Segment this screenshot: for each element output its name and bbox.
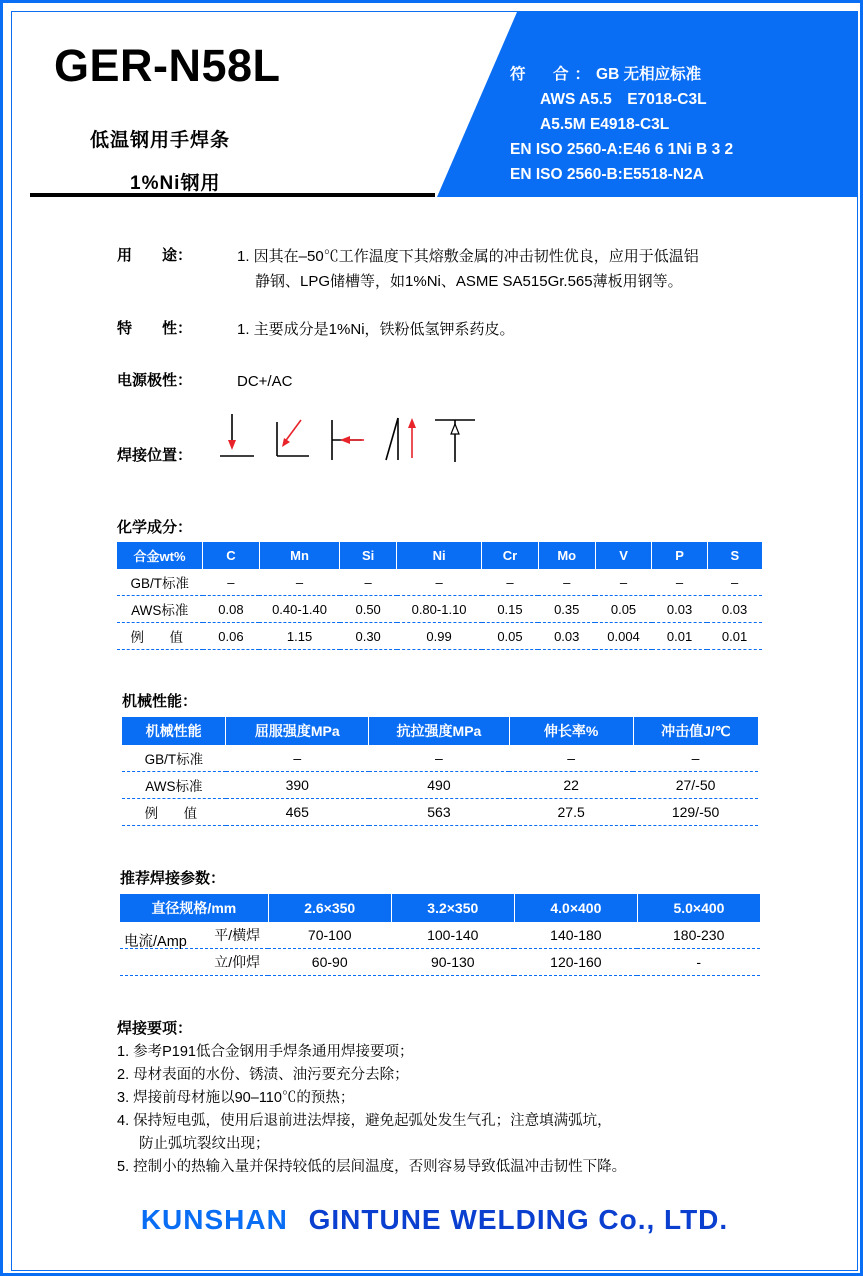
- chem-col-5: Cr: [482, 542, 539, 569]
- chem-col-0: 合金wt%: [117, 542, 203, 569]
- list-item: 2. 母材表面的水份、锈渍、油污要充分去除；: [117, 1067, 409, 1083]
- chem-r0-c2: –: [340, 569, 397, 596]
- chem-r0-c1: –: [259, 569, 340, 596]
- chem-r1-c5: 0.35: [538, 596, 595, 623]
- chem-r1-c8: 0.03: [707, 596, 762, 623]
- mech-r2-c3: 129/-50: [633, 799, 758, 826]
- table-row: [117, 596, 762, 623]
- chem-r0-c7: –: [652, 569, 707, 596]
- chem-col-9: S: [707, 542, 762, 569]
- params-r0-c2: 140-180: [514, 922, 637, 949]
- standards-line-2: A5.5M E4918-C3L: [540, 116, 670, 133]
- mech-r0-c1: –: [369, 745, 509, 772]
- header-underline: [30, 193, 435, 197]
- company-name-part2: GINTUNE WELDING Co., LTD.: [308, 1204, 729, 1235]
- chem-col-4: Ni: [397, 542, 482, 569]
- notes-title: 焊接要项：: [117, 1020, 193, 1037]
- chem-r2-c2: 0.30: [340, 623, 397, 650]
- params-table: [120, 894, 760, 976]
- chem-r0-c0: –: [203, 569, 260, 596]
- params-col-2: 3.2×350: [391, 894, 514, 922]
- mech-col-1: 屈服强度MPa: [226, 717, 369, 745]
- usage-line-0: 1. 因其在–50℃工作温度下其熔敷金属的冲击韧性优良，应用于低温铝: [237, 248, 699, 265]
- mech-row-0-label: GB/T标准: [122, 745, 226, 772]
- chem-col-8: P: [652, 542, 707, 569]
- chem-header-row: [117, 542, 762, 569]
- mech-r0-c2: –: [509, 745, 633, 772]
- product-title: GER-N58L: [54, 40, 281, 91]
- params-col-3: 4.0×400: [514, 894, 637, 922]
- polarity-label: 电源极性：: [117, 372, 193, 389]
- product-subtitle-1: 低温钢用手焊条: [90, 130, 231, 151]
- mech-table: [122, 717, 758, 826]
- mech-row-2-label: 例 值: [122, 799, 226, 826]
- standards-line-1: AWS A5.5 E7018-C3L: [540, 91, 707, 108]
- params-row-0-label: 平/横焊: [120, 922, 268, 949]
- chem-row-1-label: AWS标准: [117, 596, 203, 623]
- list-item: 5. 控制小的热输入量并保持较低的层间温度，否则容易导致低温冲击韧性下降。: [117, 1159, 627, 1175]
- params-r1-c2: 120-160: [514, 949, 637, 976]
- chem-r2-c1: 1.15: [259, 623, 340, 650]
- chem-table: [117, 542, 762, 650]
- welding-position-icons: [220, 414, 490, 469]
- params-current-label: 电流/Amp: [124, 934, 187, 950]
- feature-label: 特 性：: [117, 320, 193, 337]
- header: [12, 12, 857, 197]
- mech-r1-c3: 27/-50: [633, 772, 758, 799]
- chem-r1-c1: 0.40-1.40: [259, 596, 340, 623]
- chem-col-6: Mo: [538, 542, 595, 569]
- chem-r1-c0: 0.08: [203, 596, 260, 623]
- chem-col-1: C: [203, 542, 260, 569]
- mech-col-0: 机械性能: [122, 717, 226, 745]
- table-row: [122, 745, 758, 772]
- usage-line-1: 静钢、LPG储槽等，如1%Ni、ASME SA515Gr.565薄板用钢等。: [255, 273, 683, 290]
- feature-body: [237, 317, 837, 342]
- polarity-value: DC+/AC: [237, 373, 293, 390]
- chem-r1-c7: 0.03: [652, 596, 707, 623]
- position-icon-overhead: [435, 420, 475, 462]
- mech-title: 机械性能：: [122, 693, 198, 710]
- params-row-1-label: 立/仰焊: [120, 949, 268, 976]
- standards-value-0: GB 无相应标准: [596, 66, 702, 83]
- chem-r2-c7: 0.01: [652, 623, 707, 650]
- mech-col-3: 伸长率%: [509, 717, 633, 745]
- mech-header-row: [122, 717, 758, 745]
- chem-r0-c4: –: [482, 569, 539, 596]
- standards-label: 符 合：: [510, 66, 597, 83]
- params-col-1: 2.6×350: [268, 894, 391, 922]
- mech-r0-c0: –: [226, 745, 369, 772]
- product-subtitle-2: 1%Ni钢用: [130, 173, 221, 194]
- position-icon-vertical: [332, 420, 364, 460]
- mech-r1-c2: 22: [509, 772, 633, 799]
- chem-row-2-label: 例 值: [117, 623, 203, 650]
- chem-r0-c8: –: [707, 569, 762, 596]
- params-col-4: 5.0×400: [637, 894, 760, 922]
- mech-col-4: 冲击值J/℃: [633, 717, 758, 745]
- chem-col-3: Si: [340, 542, 397, 569]
- position-icon-flat: [220, 414, 254, 456]
- table-row: [122, 799, 758, 826]
- params-r1-c3: -: [637, 949, 760, 976]
- chem-r2-c3: 0.99: [397, 623, 482, 650]
- chem-r0-c6: –: [595, 569, 652, 596]
- params-r1-c1: 90-130: [391, 949, 514, 976]
- params-title: 推荐焊接参数：: [120, 870, 226, 887]
- chem-r1-c6: 0.05: [595, 596, 652, 623]
- params-col-0: 直径规格/mm: [120, 894, 268, 922]
- params-r1-c0: 60-90: [268, 949, 391, 976]
- usage-label: 用 途：: [117, 247, 193, 264]
- welding-position-label: 焊接位置：: [117, 447, 193, 464]
- mech-r2-c2: 27.5: [509, 799, 633, 826]
- table-row: [122, 772, 758, 799]
- feature-line-0: 1. 主要成分是1%Ni，铁粉低氢钾系药皮。: [237, 321, 515, 338]
- mech-r2-c0: 465: [226, 799, 369, 826]
- table-row: [117, 623, 762, 650]
- chem-r1-c4: 0.15: [482, 596, 539, 623]
- company-name-part1: KUNSHAN: [140, 1204, 288, 1235]
- table-row: [120, 949, 760, 976]
- chem-r2-c4: 0.05: [482, 623, 539, 650]
- chem-r1-c3: 0.80-1.10: [397, 596, 482, 623]
- chem-r2-c8: 0.01: [707, 623, 762, 650]
- params-r0-c3: 180-230: [637, 922, 760, 949]
- chem-col-2: Mn: [259, 542, 340, 569]
- params-r0-c1: 100-140: [391, 922, 514, 949]
- usage-body: [237, 244, 837, 294]
- chem-title: 化学成分：: [117, 519, 193, 536]
- welding-position-svg: [220, 414, 490, 469]
- notes-list: [117, 1041, 797, 1179]
- mech-r1-c1: 490: [369, 772, 509, 799]
- chem-r2-c0: 0.06: [203, 623, 260, 650]
- chem-col-7: V: [595, 542, 652, 569]
- mech-r0-c3: –: [633, 745, 758, 772]
- position-icon-vertical-up: [386, 418, 416, 460]
- chem-r0-c3: –: [397, 569, 482, 596]
- mech-r1-c0: 390: [226, 772, 369, 799]
- list-item: 3. 焊接前母材施以90–110℃的预热；: [117, 1090, 355, 1106]
- chem-r0-c5: –: [538, 569, 595, 596]
- mech-row-1-label: AWS标准: [122, 772, 226, 799]
- table-row: [117, 569, 762, 596]
- chem-row-0-label: GB/T标准: [117, 569, 203, 596]
- standards-line-4: EN ISO 2560-B:E5518-N2A: [510, 166, 704, 183]
- mech-col-2: 抗拉强度MPa: [369, 717, 509, 745]
- standards-line-3: EN ISO 2560-A:E46 6 1Ni B 3 2: [510, 141, 734, 158]
- standards-line-0: [510, 62, 733, 87]
- params-header-row: [120, 894, 760, 922]
- standards-block: [510, 62, 733, 187]
- page-inner-border: [11, 11, 858, 1271]
- mech-r2-c1: 563: [369, 799, 509, 826]
- table-row: [120, 922, 760, 949]
- company-footer: [12, 1204, 857, 1236]
- chem-r2-c6: 0.004: [595, 623, 652, 650]
- list-item: 1. 参考P191低合金钢用手焊条通用焊接要项；: [117, 1044, 414, 1060]
- list-item: 4. 保持短电弧，使用后退前进法焊接，避免起弧处发生气孔；注意填满弧坑，: [117, 1113, 612, 1129]
- chem-r1-c2: 0.50: [340, 596, 397, 623]
- list-item: 防止弧坑裂纹出现；: [139, 1136, 270, 1152]
- params-r0-c0: 70-100: [268, 922, 391, 949]
- position-icon-horizontal: [277, 420, 309, 456]
- chem-r2-c5: 0.03: [538, 623, 595, 650]
